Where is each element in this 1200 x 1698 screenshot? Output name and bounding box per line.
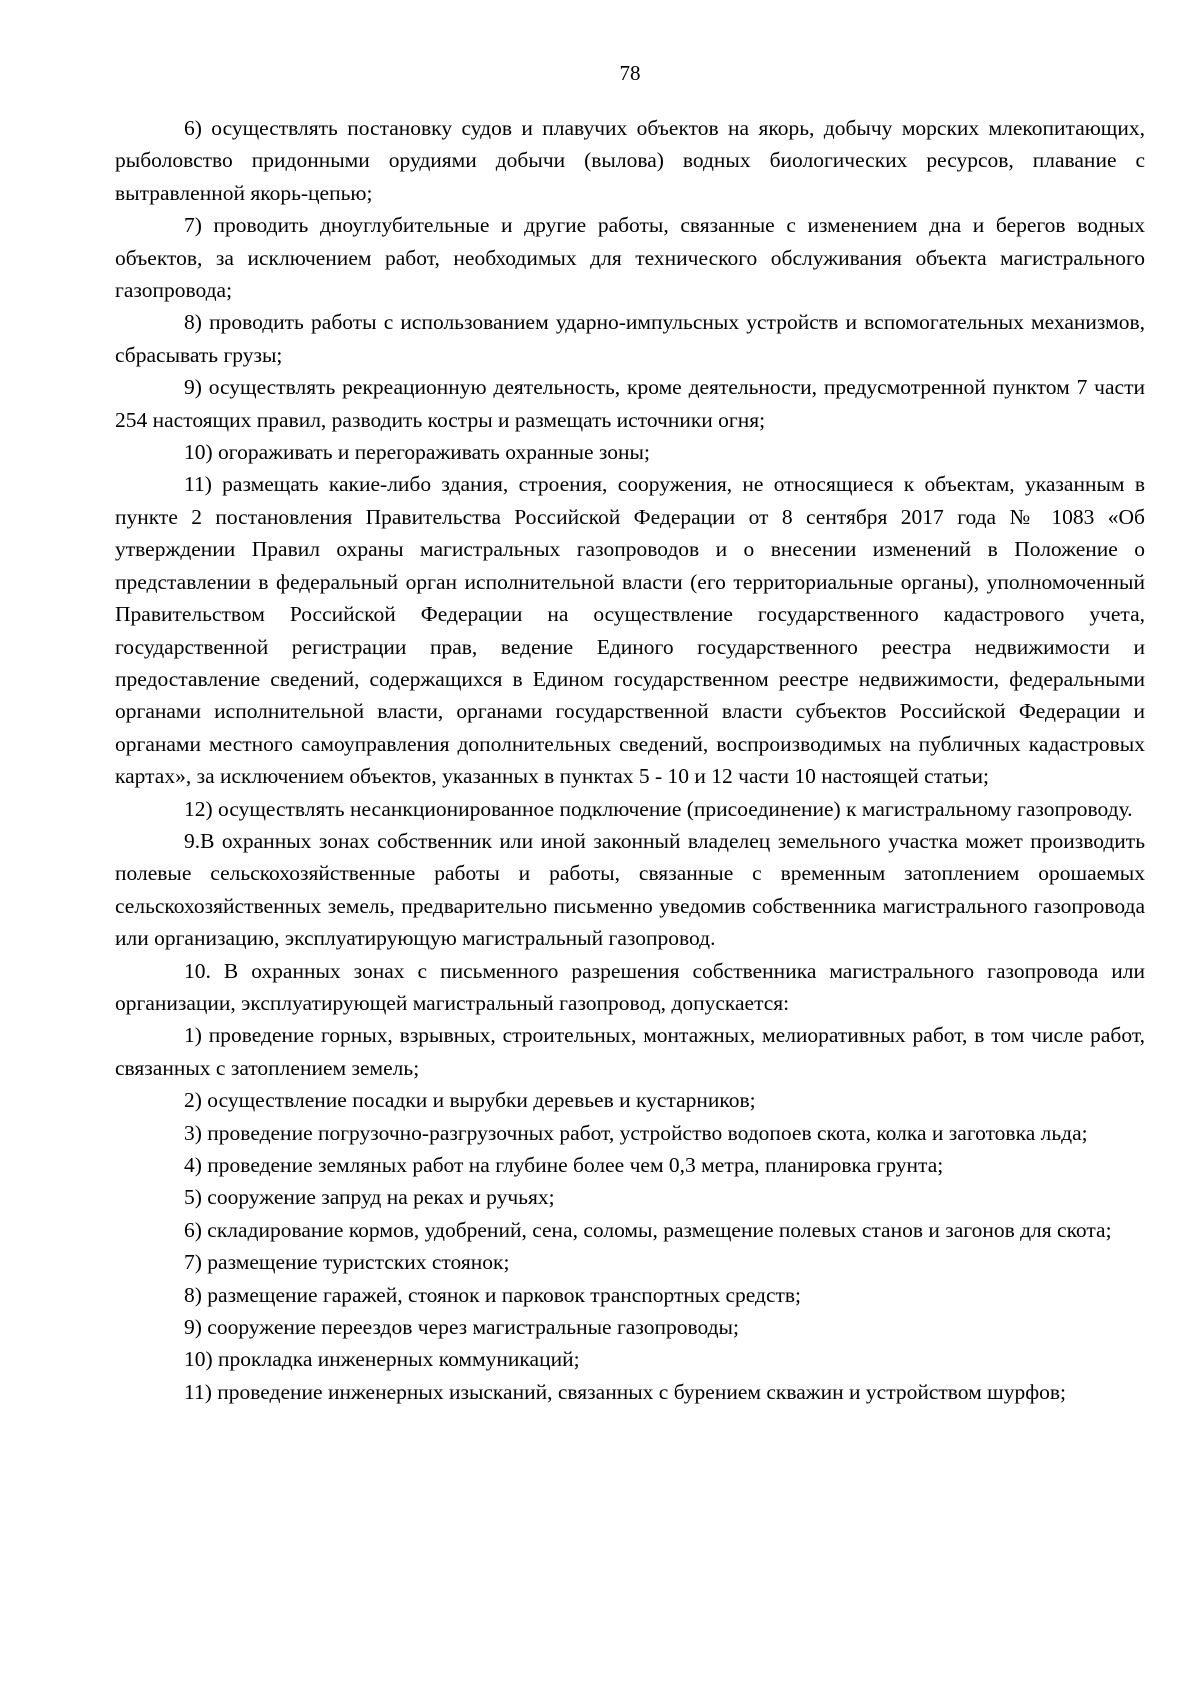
permitted-item-11: 11) проведение инженерных изысканий, связанных с бурением скважин и устройством шурфов; [184, 1379, 1066, 1404]
list-item-8-impact-devices: 8) проводить работы с использованием ударно-импульсных устройств и вспомогательных механизмов, сбрасывать грузы; [115, 310, 1145, 367]
permitted-item-8: 8) размещение гаражей, стоянок и парковок транспортных средств; [184, 1282, 802, 1307]
permitted-item-5: 5) сооружение запруд на реках и ручьях; [184, 1185, 555, 1210]
permitted-item-2: 2) осуществление посадки и вырубки деревьев и кустарников; [184, 1088, 756, 1113]
list-item-7-dredging: 7) проводить дноуглубительные и другие работы, связанные с изменением дна и берегов водных объектов, за исключением работ, необходимых для технического обслуживания объекта магистрального газопровода; [115, 213, 1145, 303]
permitted-item-3: 3) проведение погрузочно-разгрузочных работ, устройство водопоев скота, колка и заготовка льда; [184, 1120, 1088, 1145]
section-9-paragraph: 9.В охранных зонах собственник или иной законный владелец земельного участка может производить полевые сельскохозяйственные работы и работы, связанные с временным затоплением орошаемых сельскохозяйственных земель, предварительно письменно уведомив собственника магистрального газопровода или организацию, эксплуатирующую магистральный газопровод. [115, 828, 1145, 951]
permitted-item-1: 1) проведение горных, взрывных, строительных, монтажных, мелиоративных работ, в том числе работ, связанных с затоплением земель; [115, 1023, 1145, 1080]
list-item-9-recreation: 9) осуществлять рекреационную деятельность, кроме деятельности, предусмотренной пунктом 7 части 254 настоящих правил, разводить костры и размещать источники огня; [115, 375, 1145, 432]
list-item-10-fencing: 10) огораживать и перегораживать охранные зоны; [184, 440, 650, 465]
page-number: 78 [619, 61, 641, 85]
permitted-item-4: 4) проведение земляных работ на глубине более чем 0,3 метра, планировка грунта; [184, 1153, 944, 1177]
permitted-item-7: 7) размещение туристских стоянок; [184, 1250, 510, 1275]
list-item-12-connection: 12) осуществлять несанкционированное подключение (присоединение) к магистральному газопроводу. [184, 796, 1133, 821]
section-10-paragraph: 10. В охранных зонах с письменного разрешения собственника магистрального газопровода или организации, эксплуатирующей магистральный газопровод, допускается: [115, 958, 1145, 1015]
document-body [115, 112, 1145, 1408]
list-item-6-anchoring: 6) осуществлять постановку судов и плавучих объектов на якорь, добычу морских млекопитающих, рыболовство придонными орудиями добычи (вылова) водных биологических ресурсов, плавание с вытравленной якорь-цепью; [115, 116, 1145, 205]
list-item-11-buildings: 11) размещать какие-либо здания, строения, сооружения, не относящиеся к объектам, указанным в пункте 2 постановления Правительства Российской Федерации от 8 сентября 2017 года № 1083 «Об утверждении Правил охраны магистральных газопроводов и о внесении изменений в Положение о представлении в федеральный орган исполнительной власти (его территориальные органы), уполномоченный Правительством Российской Федерации на осуществление государственного кадастрового учета, государственной регистрации прав, ведение Единого государственного реестра недвижимости и предоставление сведений, содержащихся в Едином государственном реестре недвижимости, федеральными органами исполнительной власти, органами государственной власти субъектов Российской Федерации и органами местного самоуправления дополнительных сведений, воспроизводимых на публичных кадастровых картах», за исключением объектов, указанных в пунктах 5 - 10 и 12 части 10 настоящей статьи; [115, 472, 1145, 789]
permitted-item-9: 9) сооружение переездов через магистральные газопроводы; [184, 1315, 739, 1340]
permitted-item-10: 10) прокладка инженерных коммуникаций; [184, 1347, 580, 1372]
permitted-item-6: 6) складирование кормов, удобрений, сена, соломы, размещение полевых станов и загонов для скота; [184, 1217, 1112, 1242]
